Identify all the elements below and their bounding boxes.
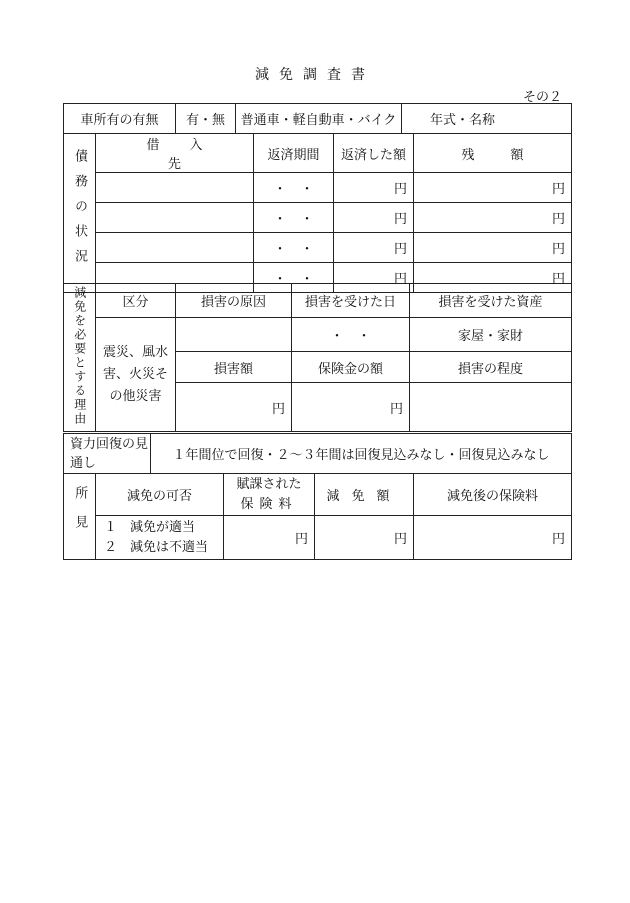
- debt-remaining-cell[interactable]: 円: [414, 203, 572, 233]
- recovery-table: [63, 433, 572, 474]
- debt-header-lender: 借入先: [96, 134, 254, 173]
- recovery-options[interactable]: １年間位で回復・２～３年間は回復見込みなし・回復見込みなし: [151, 434, 572, 474]
- debt-table: [63, 133, 572, 293]
- vehicle-model-label[interactable]: 年式・名称: [402, 104, 572, 134]
- reason-damage-amount-label: 損害額: [176, 352, 292, 383]
- debt-repaid-cell[interactable]: 円: [334, 233, 414, 263]
- opinion-after-label: 減免後の保険料: [414, 474, 572, 516]
- reason-degree-label: 損害の程度: [410, 352, 572, 383]
- opinion-after-value[interactable]: 円: [414, 516, 572, 560]
- debt-remaining-cell[interactable]: 円: [414, 233, 572, 263]
- debt-period-cell[interactable]: ・・: [254, 173, 334, 203]
- debt-lender-cell[interactable]: [96, 233, 254, 263]
- opinion-assessed-value[interactable]: 円: [224, 516, 315, 560]
- recovery-label: 資力回復の見通し: [64, 434, 151, 474]
- opinion-table: [63, 473, 572, 560]
- debt-period-cell[interactable]: ・・: [254, 263, 334, 293]
- debt-section-text: 債務の状況: [72, 148, 87, 274]
- debt-header-remaining: 残額: [414, 134, 572, 173]
- reason-cause-label: 損害の原因: [176, 284, 292, 318]
- debt-repaid-cell[interactable]: 円: [334, 173, 414, 203]
- vehicle-table: [63, 103, 572, 134]
- debt-row: [64, 173, 572, 203]
- debt-period-cell[interactable]: ・・: [254, 203, 334, 233]
- debt-remaining-cell[interactable]: 円: [414, 173, 572, 203]
- reason-category-label: 区分: [96, 284, 176, 318]
- vehicle-types[interactable]: 普通車・軽自動車・バイク: [236, 104, 402, 134]
- reason-insurance-label: 保険金の額: [292, 352, 410, 383]
- debt-lender-cell[interactable]: [96, 173, 254, 203]
- opinion-assessed-label-line2: 保険料: [240, 496, 298, 512]
- opinion-section-text: 所見: [72, 485, 88, 544]
- reason-damage-amount-value[interactable]: 円: [176, 383, 292, 432]
- page-label: その２: [522, 90, 562, 105]
- document-title: 減免調査書: [255, 67, 375, 83]
- reason-date-value[interactable]: ・・: [292, 318, 410, 352]
- opinion-reduction-value[interactable]: 円: [315, 516, 414, 560]
- opinion-approval-label: 減免の可否: [96, 474, 224, 516]
- opinion-assessed-label: [224, 474, 315, 516]
- debt-repaid-cell[interactable]: 円: [334, 263, 414, 293]
- vehicle-yes-no[interactable]: 有・無: [176, 104, 236, 134]
- opinion-approval-options[interactable]: [96, 516, 224, 560]
- debt-section-label: [64, 134, 96, 293]
- vehicle-label: 車所有の有無: [64, 104, 176, 134]
- reason-asset-value[interactable]: 家屋・家財: [410, 318, 572, 352]
- reason-section-text: 減免を必要とする理由: [72, 285, 87, 426]
- opinion-section-label: [64, 474, 96, 560]
- debt-lender-cell[interactable]: [96, 203, 254, 233]
- reason-date-label: 損害を受けた日: [292, 284, 410, 318]
- reason-cause-value[interactable]: [176, 318, 292, 352]
- debt-row: [64, 233, 572, 263]
- reason-table: [63, 283, 572, 432]
- opinion-option-appropriate[interactable]: １ 減免が適当: [104, 519, 196, 535]
- reason-asset-label: 損害を受けた資産: [410, 284, 572, 318]
- reason-degree-value[interactable]: [410, 383, 572, 432]
- opinion-reduction-label: 減免額: [315, 474, 414, 516]
- reason-section-label: [64, 284, 96, 432]
- debt-repaid-cell[interactable]: 円: [334, 203, 414, 233]
- debt-remaining-cell[interactable]: 円: [414, 263, 572, 293]
- debt-period-cell[interactable]: ・・: [254, 233, 334, 263]
- reason-insurance-value[interactable]: 円: [292, 383, 410, 432]
- reason-category-value[interactable]: 震災、風水害、火災その他災害: [96, 318, 176, 432]
- opinion-assessed-label-line1: 賦課された: [236, 476, 302, 492]
- debt-row: [64, 203, 572, 233]
- opinion-option-inappropriate[interactable]: ２ 減免は不適当: [104, 539, 209, 555]
- debt-header-repaid: 返済した額: [334, 134, 414, 173]
- debt-header-period: 返済期間: [254, 134, 334, 173]
